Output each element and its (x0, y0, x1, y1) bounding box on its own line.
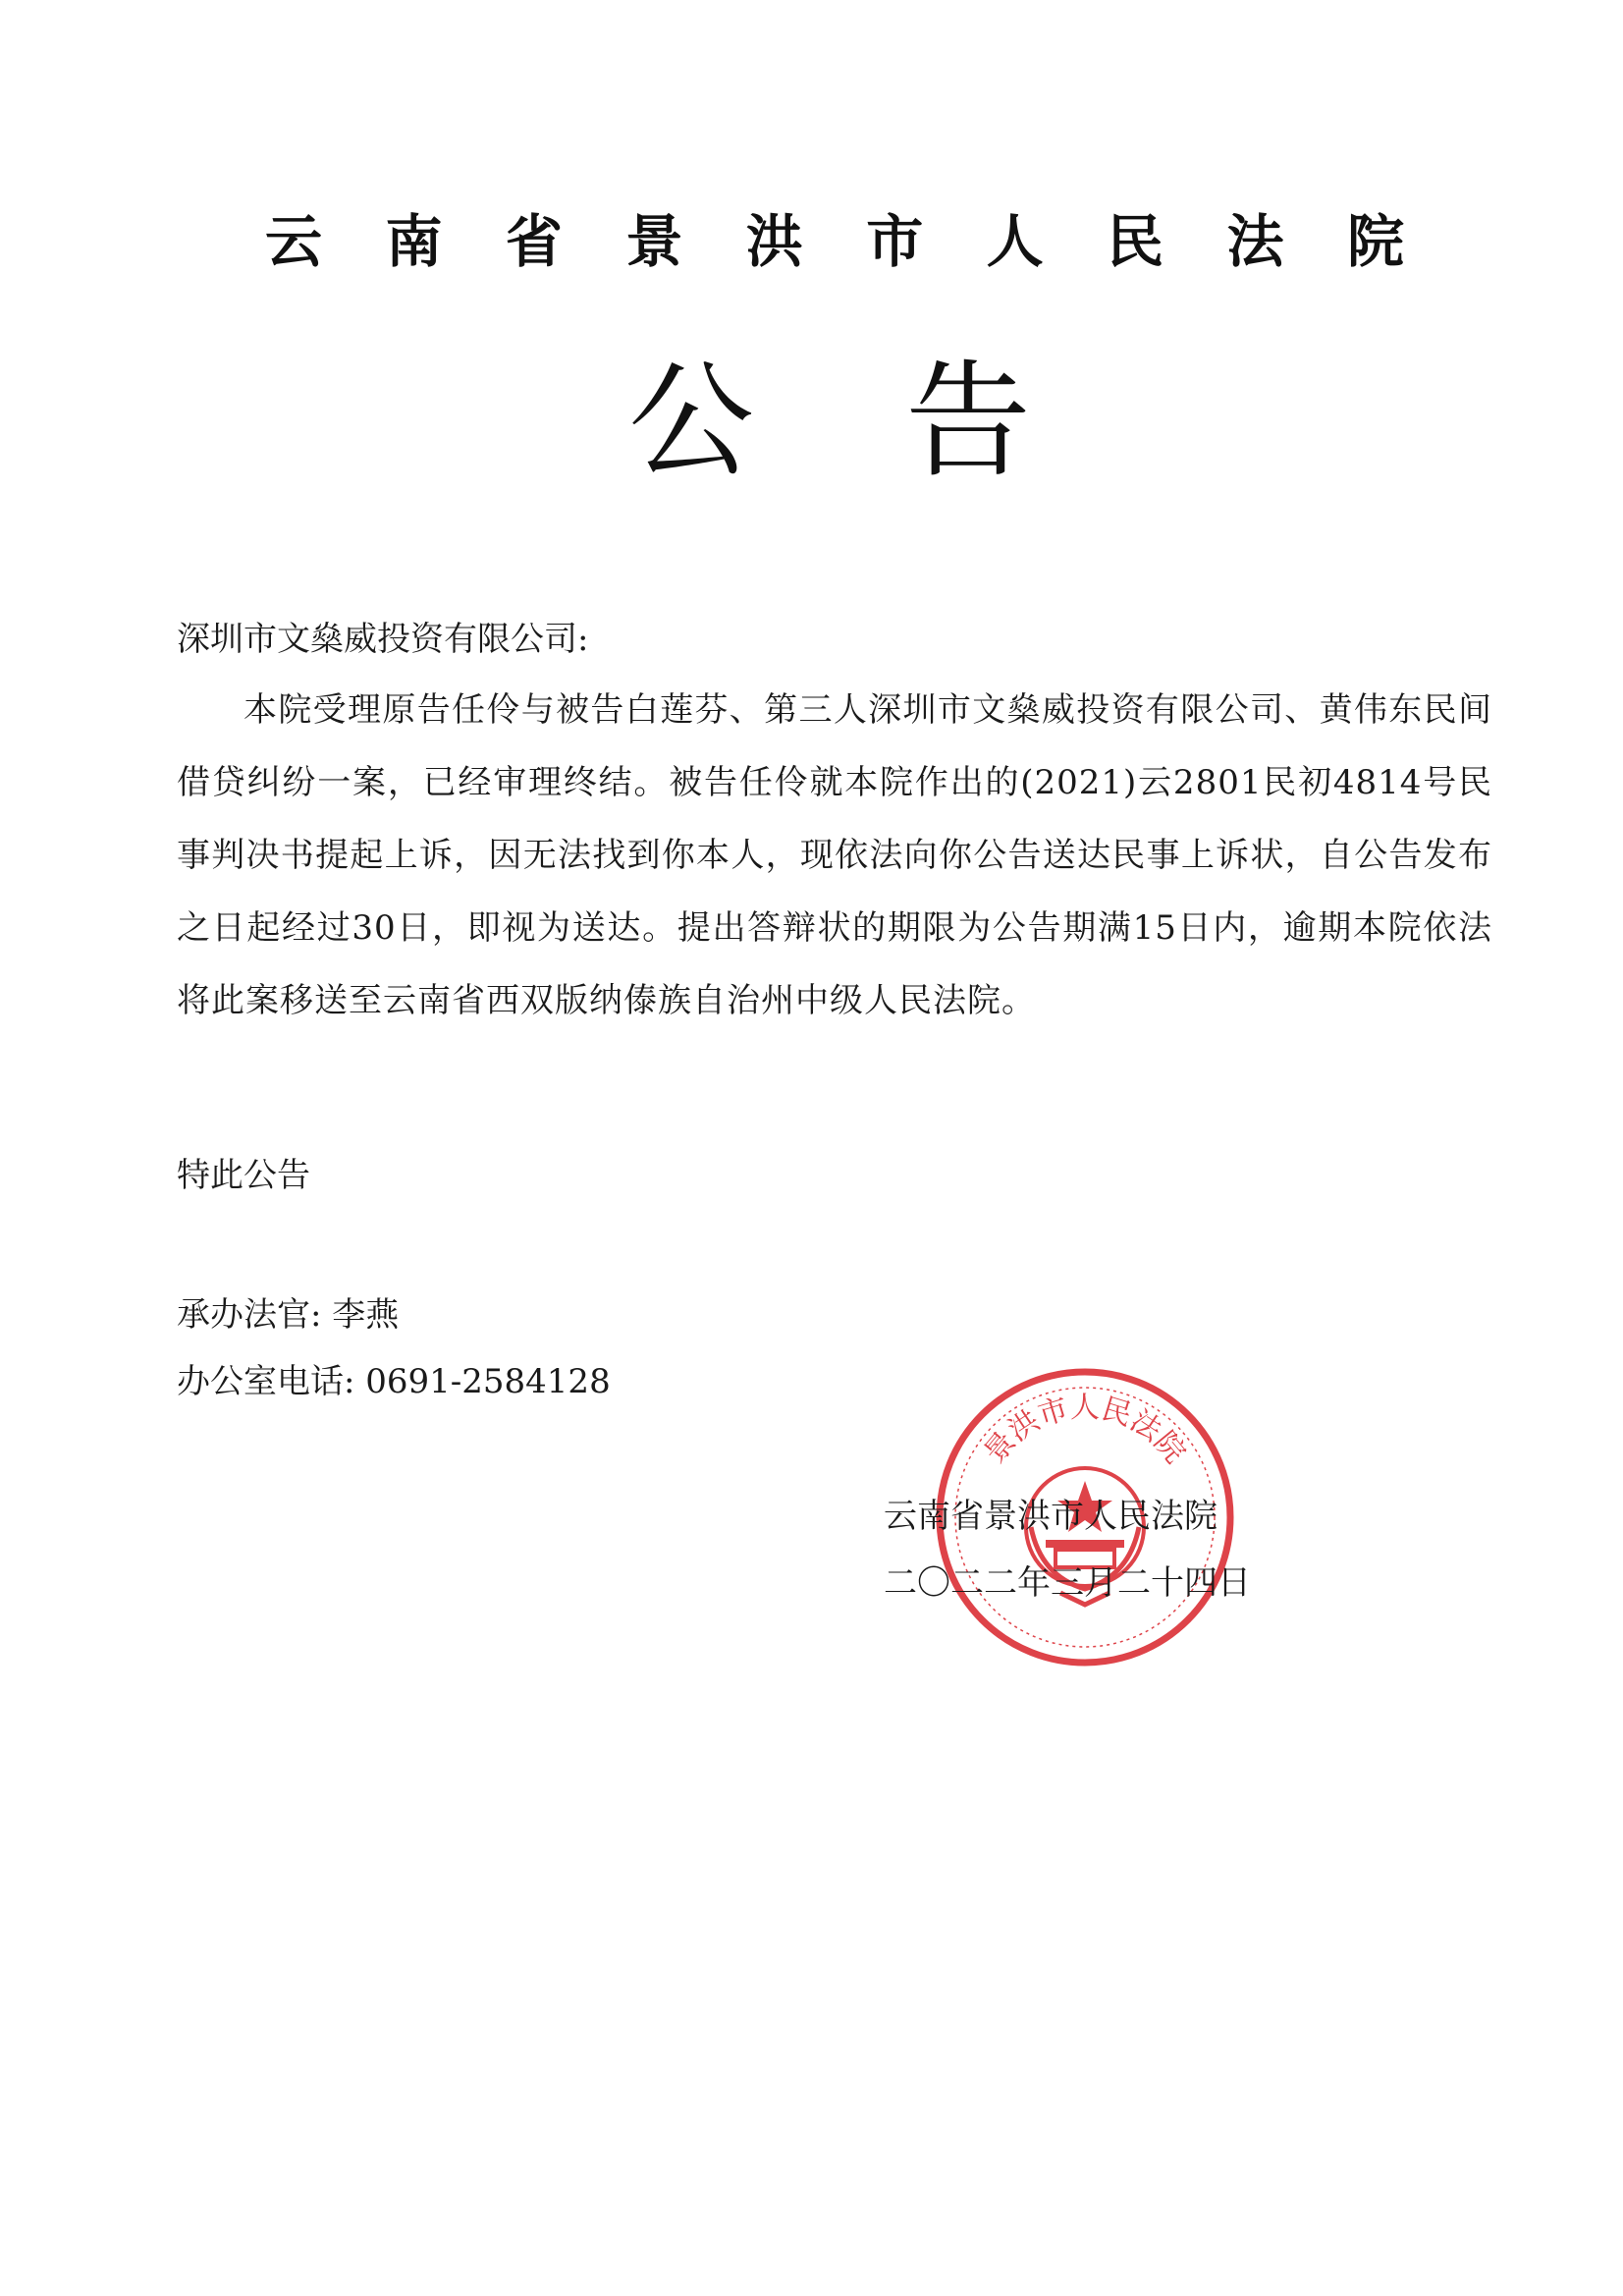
court-name-char: 省 (505, 208, 563, 275)
court-name-char: 景 (625, 208, 683, 275)
court-name-char: 南 (385, 208, 443, 275)
court-name-char: 人 (986, 208, 1044, 275)
signature-court-name: 云南省景洪市人民法院 (884, 1497, 1217, 1536)
court-name-char: 云 (265, 208, 323, 275)
court-name-char: 民 (1107, 208, 1164, 275)
court-name-char: 洪 (745, 208, 803, 275)
court-name-char: 院 (1346, 208, 1404, 275)
seal-text: 景洪市人民法院 (977, 1390, 1193, 1470)
presiding-judge: 承办法官: 李燕 (177, 1295, 400, 1335)
document-title (628, 349, 1031, 496)
title-char: 公 (628, 349, 755, 495)
office-phone: 办公室电话: 0691-2584128 (177, 1362, 611, 1401)
court-name-char: 法 (1226, 208, 1284, 275)
title-char: 告 (904, 349, 1031, 495)
court-name-char: 市 (866, 208, 924, 275)
court-name-heading (265, 202, 1404, 281)
addressee: 深圳市文燊威投资有限公司: (177, 620, 589, 659)
closing-line: 特此公告 (177, 1156, 310, 1195)
signature-date: 二〇二二年三月二十四日 (884, 1563, 1251, 1603)
notice-body: 本院受理原告任伶与被告白莲芬、第三人深圳市文燊威投资有限公司、黄伟东民间借贷纠纷一案，已经审理终结。被告任伶就本院作出的(2021)云2801民初4814号民事判决书提起上诉，因无法找到你本人，现依法向你公告送达民事上诉状，自公告发布之日起经过30日，即视为送达。提出答辩状的期限为公告期满15日内，逾期本院依法将此案移送至云南省西双版纳傣族自治州中级人民法院。 (177, 690, 1492, 1020)
